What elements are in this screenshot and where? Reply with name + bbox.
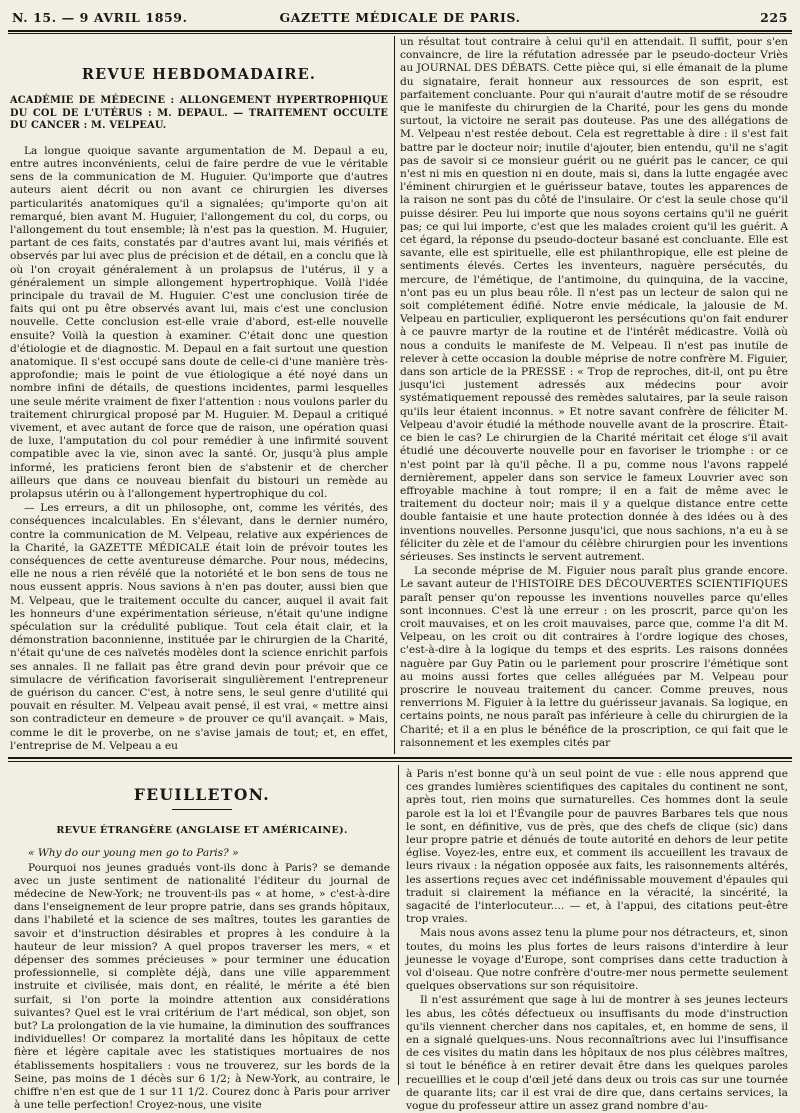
page-number: 225 (760, 10, 788, 25)
feuilleton-rule-thin (8, 761, 792, 762)
masthead-rule (8, 30, 792, 32)
feuilleton-paragraph: Il n'est assurément que sage à lui de montrer à ses jeunes lecteurs les abus, les côtés défectueux ou insuffisants du mode d'instruction qu'ils viennent chercher dans nos capitales, et, en homme de sens, il en a signalé quelques-uns. Nous reconnaîtrions avec lui l'insuffisance de ces visites du matin dans les hôpitaux de nos plus célèbres maîtres, si tout le bénéfice à en retirer devait être dans les quelques paroles recueillies et le coup d'œil jeté dans deux ou trois cas sur une tournée de quarante lits; car il est vrai de dire que, dans certains services, la vogue du professeur attire un assez grand nombre d'au- (406, 994, 788, 1113)
feuilleton-column-divider (398, 765, 399, 1085)
feuilleton-title: FEUILLETON. (133, 785, 271, 804)
feuilleton-paragraph: à Paris n'est bonne qu'à un seul point de vue : elle nous apprend que ces grandes lumières scientifiques des capitales du continent ne sont, après tout, rien moins que surnaturelles. Ces hommes dont la seule parole est la loi et l'Évangile pour de pauvres Barbares tels que nous le sont, en définitive, vus de près, que des chefs de clique (sic) dans leur propre patrie et dénués de toute autorité en dehors de leur petite église. Voyez-les, entre eux, et comment ils accueillent les travaux de leurs rivaux : la négation opposée aux faits, les raisonnements altérés, les assertions reçues avec cet indéfinissable mouvement d'épaules qui traduit si clairement la méfiance en la véracité, la sincérité, la sagacité de l'interlocuteur.... — et, à l'appui, des citations peut-être trop vraies. (406, 768, 788, 926)
feuilleton-rule (8, 757, 792, 759)
feuilleton-paragraph: Mais nous avons assez tenu la plume pour nos détracteurs, et, sinon toutes, du moins les plus fortes de leurs raisons d'interdire à leur jeunesse le voyage d'Europe, sont comprises dans cette traduction à vol d'oiseau. Que notre confrère d'outre-mer nous permette seulement quelques observations sur son réquisitoire. (406, 927, 788, 993)
revue-right-column (400, 36, 788, 752)
feuilleton-subtitle: REVUE ÉTRANGÈRE (ANGLAISE ET AMÉRICAINE). (56, 825, 348, 837)
epigraph: « Why do our young men go to Paris? » (28, 847, 239, 860)
section-subhead: ACADÉMIE DE MÉDECINE : ALLONGEMENT HYPERTROPHIQUE DU COL DE L'UTÉRUS : M. DEPAUL. — TRAITEMENT OCCULTE DU CANCER : M. VELPEAU. (10, 95, 388, 132)
column-divider (394, 36, 395, 754)
issue-number: N. 15. — 9 AVRIL 1859. (12, 10, 188, 25)
section-title: REVUE HEBDOMADAIRE. (81, 66, 317, 83)
article-paragraph: — Les erreurs, a dit un philosophe, ont, comme les vérités, des conséquences incalculables. En s'élevant, dans le dernier numéro, contre la communication de M. Velpeau, relative aux expériences de la Charité, la GAZETTE MÉDICALE était loin de prévoir toutes les conséquences de cette aventureuse démarche. Pour nous, médecins, elle ne nous a rien révélé que la notoriété et le bon sens de tous ne nous eussent appris. Nous savions à n'en pas douter, aussi bien que M. Velpeau, que le traitement occulte du cancer, auquel il avait fait les honneurs d'une expérimentation sérieuse, n'était qu'une indigne spéculation sur la crédulité publique. Tout cela était clair, et la démonstration baconnienne, instituée par le chirurgien de la Charité, n'était qu'une de ces naïvetés modèles dont la science enrichit parfois ses annales. Il ne fallait pas être grand devin pour prévoir que ce simulacre de vérification favoriserait singulièrement l'entrepreneur de guérison du cancer. C'est, à notre sens, le seul genre d'utilité qui pouvait en résulter. M. Velpeau avait pensé, il est vrai, « mettre ainsi son contradicteur en demeure » de prouver ce qu'il avançait. » Mais, comme le dit le proverbe, on ne s'avise jamais de tout; et, en effet, l'entreprise de M. Velpeau a eu (10, 502, 388, 752)
journal-title: GAZETTE MÉDICALE DE PARIS. (279, 10, 521, 25)
feuilleton-left-column (14, 766, 390, 1112)
feuilleton-right-column (406, 768, 788, 1113)
feuilleton-paragraph: Pourquoi nos jeunes gradués vont-ils donc à Paris? se demande avec un juste sentiment de nationalité l'éditeur du journal de médecine de New-York; ne trouvent-ils pas « at home, » c'est-à-dire dans l'enseignement de leur propre patrie, dans ses grands hôpitaux, dans l'habileté et la science de ses maîtres, toutes les garanties de savoir et d'instruction désirables et propres à les conduire à la hauteur de leur mission? A quel propos traverser les mers, « et dépenser des sommes précieuses » pour terminer une éducation professionnelle, si complète déjà, dans une ville apparemment instruite et civilisée, mais dont, en réalité, le mérite a été bien surfait, si l'on porte la moindre attention aux considérations suivantes? Quel est le vrai critérium de l'art médical, son objet, son but? La prolongation de la vie humaine, la diminution des souffrances individuelles! Or comparez la mortalité dans les hôpitaux de cette fière et légère capitale avec les statistiques mortuaires de nos établissements hospitaliers : vous ne trouverez, sur les bords de la Seine, pas moins de 1 décès sur 6 1/2; à New-York, au contraire, le chiffre n'en est que de 1 sur 11 1/2. Courez donc à Paris pour arriver à une telle perfection! Croyez-nous, une visite (14, 861, 390, 1112)
article-paragraph: La longue quoique savante argumentation de M. Depaul a eu, entre autres inconvénients, celui de faire perdre de vue le véritable sens de la communication de M. Huguier. Qu'importe que d'autres auteurs aient décrit ou non avant ce chirurgien les diverses particularités anatomiques qu'il a signalées; qu'importe qu'on ait remarqué, bien avant M. Huguier, l'allongement du col, du corps, ou l'allongement du tout ensemble; là n'est pas la question. M. Huguier, partant de ces faits, constatés par d'autres avant lui, mais vérifiés et observés par lui avec plus de précision et de détail, en a conclu que là où l'on croyait généralement à un prolapsus de l'utérus, il y a généralement un simple allongement hypertrophique. Voilà l'idée principale du travail de M. Huguier. C'est une conclusion tirée de faits qui ont pu être observés avant lui, mais c'est une conclusion nouvelle. Cette conclusion est-elle vraie d'abord, est-elle nouvelle ensuite? Voilà la question à examiner. C'était donc une question d'étiologie et de diagnostic. M. Depaul en a fait surtout une question anatomique. Il s'est occupé sans doute de celle-ci d'une manière très-approfondie; mais le point de vue étiologique a été noyé dans un nombre infini de détails, de questions incidentes, parmi lesquelles une seule mérite vraiment de fixer l'attention : nous voulons parler du traitement chirurgical proposé par M. Huguier. M. Depaul a critiqué vivement, et avec autant de force que de raison, une opération quasi de luxe, l'amputation du col pour remédier à une infirmité souvent compatible avec la vie, sinon avec la santé. Or, jusqu'à plus ample informé, les praticiens feront bien de s'abstenir et de chercher ailleurs que dans ce nouveau bienfait du bistouri un remède au prolapsus utérin ou à l'allongement hypertrophique du col. (10, 144, 388, 500)
masthead (10, 6, 790, 32)
title-underline (172, 809, 232, 810)
revue-left-column (10, 44, 388, 752)
masthead-rule-thin (8, 33, 792, 34)
article-paragraph: un résultat tout contraire à celui qu'il en attendait. Il suffit, pour s'en convaincre, de lire la réfutation adressée par le pseudo-docteur Vriès au JOURNAL DES DÉBATS. Cette pièce qui, si elle émanait de la plume du signataire, ferait honneur aux ressources de son esprit, est parfaitement concluante. Pour qui n'aurait d'autre motif de se résoudre que le manifeste du chirurgien de la Charité, pour les gens du monde surtout, la victoire ne serait pas douteuse. Pas une des allégations de M. Velpeau n'est restée debout. Cela est regrettable à dire : il s'est fait battre par le docteur noir; inutile d'ajouter, bien entendu, qu'il ne s'agit pas de savoir si ce monsieur guérit ou ne guérit pas le cancer, ce qui n'est ni mis en question ni en doute, mais si, dans la lutte engagée avec l'éminent chirurgien et le guérisseur batave, toutes les apparences de la raison ne sont pas du côté de l'insulaire. Or c'est la seule chose qu'il puisse désirer. Peu lui importe que nous soyons certains qu'il ne guérit pas; ce qui lui importe, c'est que les malades croient qu'il les guérit. A cet égard, la réponse du pseudo-docteur basané est concluante. Elle est savante, elle est spirituelle, elle est philanthropique, elle est pleine de sentiments élevés. Certes les inventeurs, naguère persécutés, du mercure, de l'émétique, de l'antimoine, du quinquina, de la vaccine, n'ont pas eu un plus beau rôle. Il n'est pas un lecteur de salon qui ne soit complétement édifié. Notre envie médicale, la jalousie de M. Velpeau en particulier, expliqueront les persécutions qu'on fait endurer à ce pauvre martyr de la routine et de l'intérêt médicastre. Voilà où nous a conduits le manifeste de M. Velpeau. Il n'est pas inutile de relever à cette occasion la double méprise de notre confrère M. Figuier, dans son article de la PRESSE : « Trop de reproches, dit-il, ont pu être jusqu'ici justement adressés aux médecins pour avoir systématiquement repoussé des remèdes salutaires, par la seule raison qu'ils leur étaient inconnus. » Et notre savant confrère de féliciter M. Velpeau d'avoir étudié la méthode nouvelle avant de la proscrire. Était-ce bien le cas? Le chirurgien de la Charité méritait cet éloge s'il avait étudié une découverte nouvelle pour en favoriser le triomphe : or ce n'est point par là qu'il pêche. Il a pu, comme nous l'avons rappelé dernièrement, appeler dans son service le fameux Louvrier avec son effroyable machine à tout rompre; il en a fait de même avec le traitement du docteur noir; mais il y a quelque distance entre cette double fantaisie et une haute protection donnée à des idées ou à des inventions nouvelles. Personne jusqu'ici, que nous sachions, n'a eu à se féliciter du zèle et de l'amour du célèbre chirurgien pour les inventions sérieuses. Ses instincts le servent autrement. (400, 36, 788, 563)
article-paragraph: La seconde méprise de M. Figuier nous paraît plus grande encore. Le savant auteur de l'HISTOIRE DES DÉCOUVERTES SCIENTIFIQUES paraît penser qu'on repousse les inventions nouvelles parce qu'elles sont inconnues. C'est là une erreur : on les proscrit, parce qu'on les croit mauvaises, et on les croit mauvaises, parce que, comme l'a dit M. Velpeau, on les croit ou dit contraires à l'ordre logique des choses, c'est-à-dire à la logique du temps et des esprits. Les raisons données naguère par Guy Patin ou le parlement pour proscrire l'émétique sont au moins aussi fortes que celles alléguées par M. Velpeau pour proscrire le nouveau traitement du cancer. Comme preuves, nous renverrions M. Figuier à la lettre du guérisseur javanais. Sa logique, en certains points, ne nous paraît pas inférieure à celle du chirurgien de la Charité; et il a en plus le bénéfice de la proscription, ce qui fait que le raisonnement et les exemples cités par (400, 565, 788, 749)
